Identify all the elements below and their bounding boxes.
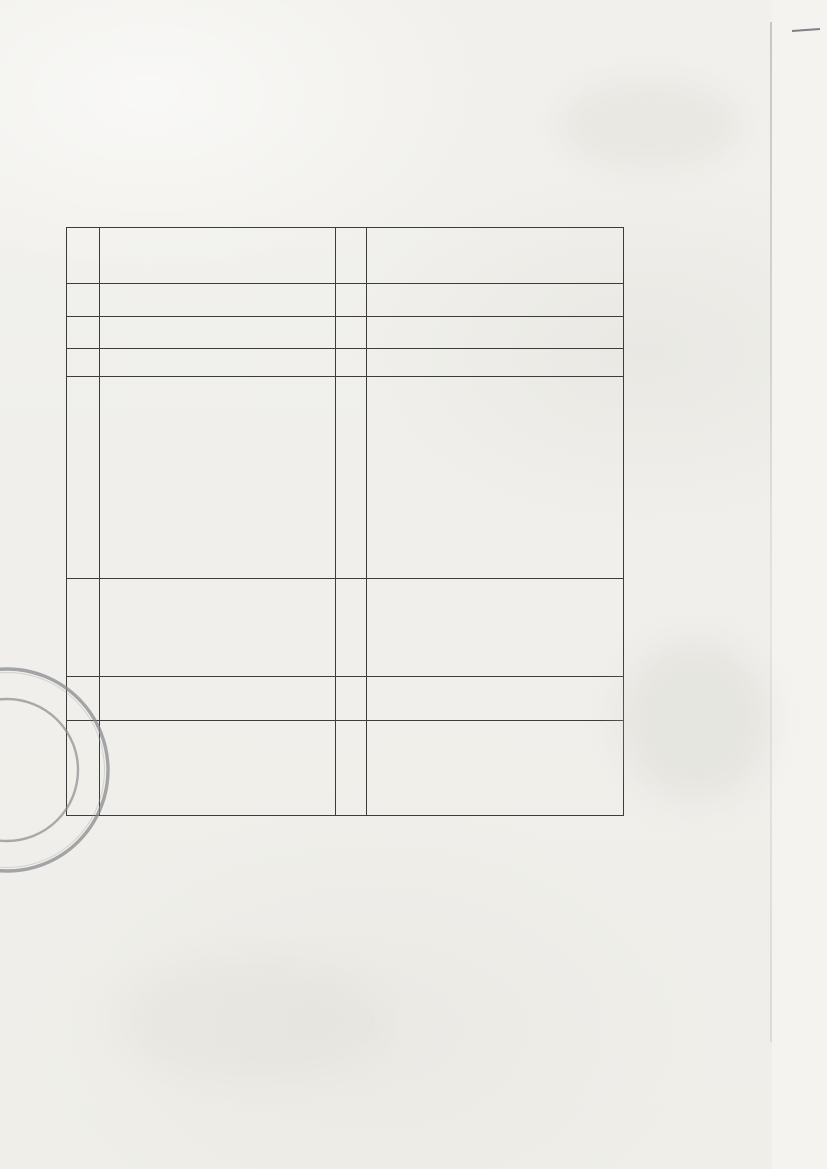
row-number <box>67 721 100 816</box>
row-value <box>367 228 624 284</box>
table-row <box>67 721 624 816</box>
table-row <box>67 228 624 284</box>
paper-blotch <box>120 960 380 1080</box>
row-label <box>100 677 336 721</box>
row-separator <box>336 349 367 377</box>
row-label <box>100 228 336 284</box>
row-label <box>100 377 336 579</box>
row-separator <box>336 721 367 816</box>
paper-blotch <box>620 640 770 800</box>
table-row <box>67 377 624 579</box>
row-separator <box>336 317 367 349</box>
row-separator <box>336 579 367 677</box>
paper-blotch <box>560 80 740 170</box>
row-value <box>367 721 624 816</box>
row-label <box>100 721 336 816</box>
row-value <box>367 284 624 317</box>
row-number <box>67 349 100 377</box>
table-row <box>67 677 624 721</box>
table-row <box>67 317 624 349</box>
table-row <box>67 579 624 677</box>
row-separator <box>336 677 367 721</box>
row-label <box>100 349 336 377</box>
row-value <box>367 349 624 377</box>
row-value <box>367 317 624 349</box>
row-number <box>67 228 100 284</box>
table-row <box>67 284 624 317</box>
row-number <box>67 579 100 677</box>
row-separator <box>336 284 367 317</box>
table-row <box>67 349 624 377</box>
row-number <box>67 377 100 579</box>
case-information-table <box>66 227 624 816</box>
scan-edge-strip <box>772 0 827 1169</box>
row-number <box>67 284 100 317</box>
row-value <box>367 377 624 579</box>
row-label <box>100 284 336 317</box>
row-value <box>367 579 624 677</box>
row-label <box>100 317 336 349</box>
row-number <box>67 677 100 721</box>
row-label <box>100 579 336 677</box>
row-separator <box>336 228 367 284</box>
vertical-crease-line <box>770 22 772 1042</box>
row-separator <box>336 377 367 579</box>
row-number <box>67 317 100 349</box>
row-value <box>367 677 624 721</box>
